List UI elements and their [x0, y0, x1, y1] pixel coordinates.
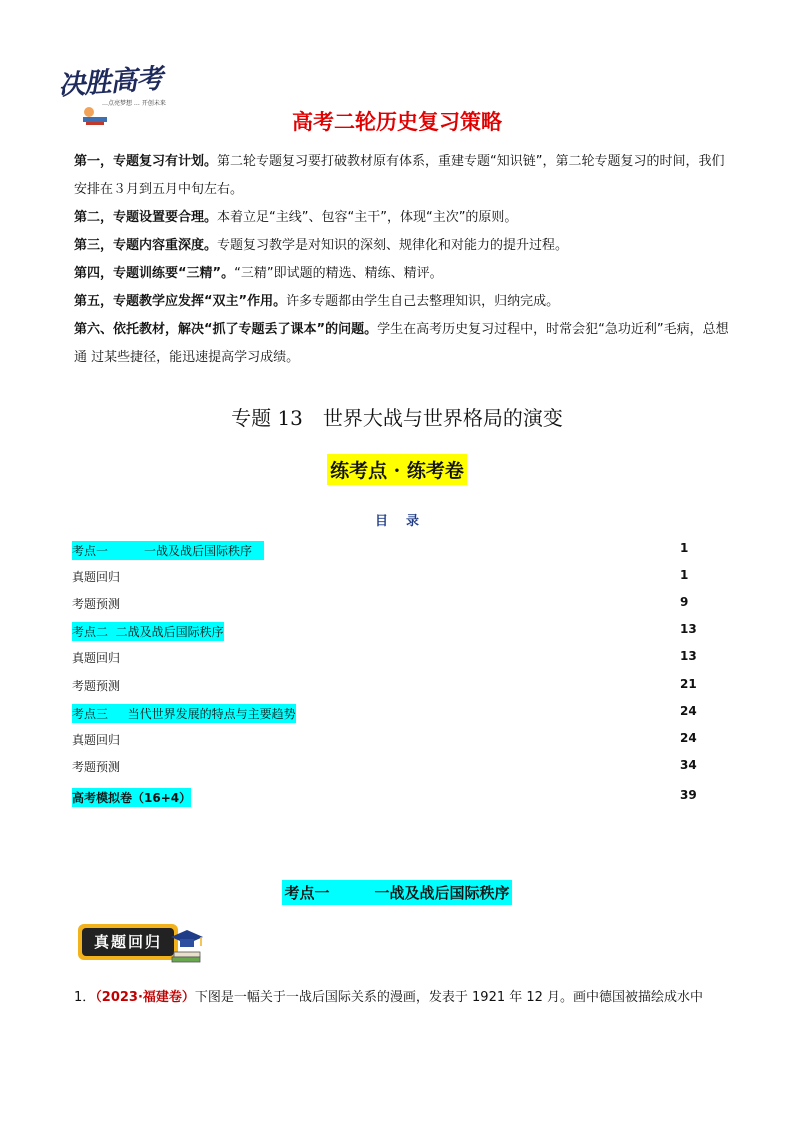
paragraph-text: 专题复习教学是对知识的深刻、规律化和对能力的提升过程。: [217, 238, 569, 253]
paragraph-lead: 第三，专题内容重深度。: [74, 238, 218, 253]
question-1: [74, 986, 734, 1010]
toc-row[interactable]: [72, 758, 697, 778]
paragraph-lead: 第五，专题教学应发挥“双主”作用。: [74, 294, 287, 309]
subtitle: 练考点 · 练考卷: [327, 454, 467, 485]
paragraph-text: 许多专题都由学生自己去整理知识，归纳完成。: [286, 294, 560, 309]
badge-label: 真题回归: [82, 928, 174, 956]
graduation-cap-icon: [170, 926, 204, 966]
toc-page: 24: [680, 704, 697, 718]
paragraph-lead: 第二，专题设置要合理。: [74, 210, 218, 225]
toc-row[interactable]: [72, 731, 697, 751]
topic-title: 专题 13 世界大战与世界格局的演变: [231, 406, 563, 430]
toc-page: 24: [680, 731, 697, 745]
toc-page: 9: [680, 595, 689, 609]
toc-label[interactable]: 真题回归: [72, 570, 121, 584]
badge-frame: [78, 924, 178, 960]
toc-label[interactable]: 考点二 二战及战后国际秩序: [72, 622, 224, 641]
strategy-paragraph-2: [74, 204, 730, 232]
toc-page: 34: [680, 758, 697, 772]
toc-label[interactable]: 高考模拟卷（16+4）: [72, 788, 191, 807]
toc-row[interactable]: [72, 704, 697, 724]
toc-page: 1: [680, 568, 689, 582]
logo-subtitle: …点亮梦想 … 开创未来: [102, 100, 166, 107]
paragraph-text: 本着立足“主线”、包容“主干”，体现“主次”的原则。: [217, 210, 518, 225]
paragraph-lead: 第四，专题训练要“三精”。: [74, 266, 235, 281]
toc-page: 13: [680, 622, 697, 636]
question-source: （2023·福建卷）: [95, 990, 195, 1005]
toc-page: 39: [680, 788, 697, 802]
toc-page: 1: [680, 541, 689, 555]
section-title: 考点一 一战及战后国际秩序: [282, 880, 511, 905]
strategy-paragraph-5: [74, 288, 730, 316]
paragraph-text: 学生在高考历史复习过程中，时常会犯“急功近利”毛病，总想通 过某些捷径，能迅速提高学习成绩。: [74, 322, 729, 365]
main-title: 高考二轮历史复习策略: [292, 110, 502, 134]
toc-row[interactable]: [72, 788, 697, 808]
toc-label[interactable]: 考题预测: [72, 760, 121, 774]
toc-label[interactable]: 考点三 当代世界发展的特点与主要趋势: [72, 704, 296, 723]
toc-row[interactable]: [72, 568, 692, 588]
section-title-wrap: [0, 880, 794, 905]
strategy-paragraph-6: [74, 316, 730, 372]
logo-text: 决胜高考: [57, 63, 164, 102]
toc-page: 13: [680, 649, 697, 663]
question-number: 1．: [74, 990, 96, 1005]
toc-row[interactable]: [72, 541, 692, 561]
toc-row[interactable]: [72, 595, 692, 615]
strategy-paragraph-4: [74, 260, 730, 288]
toc-label[interactable]: 考点一 一战及战后国际秩序: [72, 541, 264, 560]
toc-heading: 目录: [374, 514, 437, 529]
strategy-paragraph-3: [74, 232, 730, 260]
toc-row[interactable]: [72, 677, 697, 697]
paragraph-text: “三精”即试题的精选、精练、精评。: [234, 266, 443, 281]
question-text: 下图是一幅关于一战后国际关系的漫画，发表于 1921 年 12 月。画中德国被描绘成水中: [194, 990, 704, 1005]
toc-row[interactable]: [72, 622, 697, 642]
strategy-paragraph-1: [74, 148, 730, 204]
toc-label[interactable]: 真题回归: [72, 733, 121, 747]
paragraph-lead: 第六、依托教材，解决“抓了专题丢了课本”的问题。: [74, 322, 378, 337]
paragraph-lead: 第一，专题复习有计划。: [74, 154, 218, 169]
paragraph-text: 第二轮专题复习要打破教材原有体系，重建专题“知识链”，第二轮专题复习的时间，我们安排在３月到五月中旬左右。: [74, 154, 725, 197]
subtitle-wrap: [0, 454, 794, 485]
toc-page: 21: [680, 677, 697, 691]
toc-label[interactable]: 真题回归: [72, 651, 121, 665]
toc-label[interactable]: 考题预测: [72, 679, 121, 693]
toc-row[interactable]: [72, 649, 697, 669]
section-badge: [78, 924, 196, 964]
toc-label[interactable]: 考题预测: [72, 597, 121, 611]
